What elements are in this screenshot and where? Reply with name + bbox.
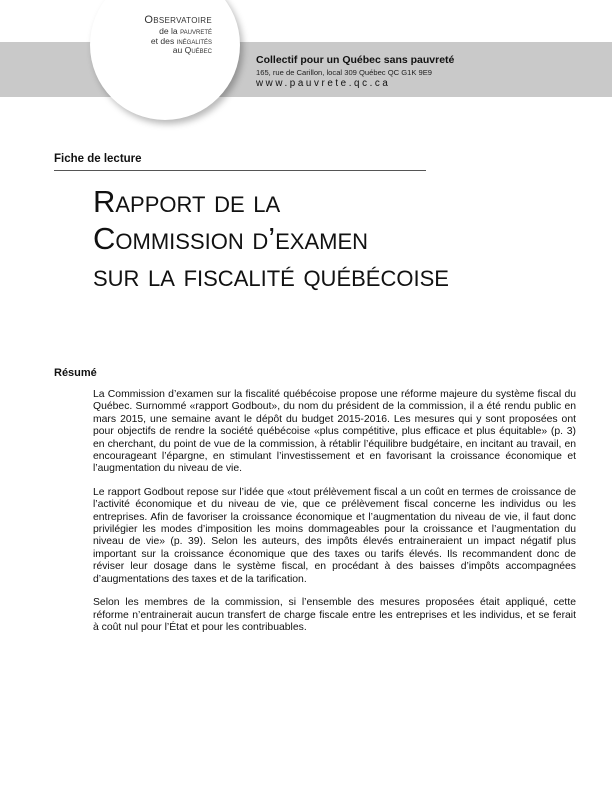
title-line-3: sur la fiscalité québécoise xyxy=(93,258,449,293)
org-website[interactable]: www.pauvrete.qc.ca xyxy=(256,78,391,89)
title-line-1: Rapport de la xyxy=(93,184,281,219)
paragraph-1: La Commission d’examen sur la fiscalité québécoise propose une réforme majeure du système fiscal du Québec. Surnommé «rapport Godbout», du nom du président de la commission, il a été rendu public en mars 2015, une semaine avant le dépôt du budget 2015-2016. Les mesures qui y sont proposées ont pour objectifs de rendre la société québécoise «plus compétitive, plus efficace et plus équitable» (p. 3) en cherchant, du point de vue de la commission, à rétablir l’équilibre budgétaire, en incitant au travail, en encourageant l’épargne, en stimulant l’investissement et en favorisant la croissance économique et l’augmentation du niveau de vie. xyxy=(93,389,576,475)
org-info xyxy=(256,54,596,89)
logo-line-2-prefix: de la xyxy=(159,25,181,36)
logo-line-3-prefix: et des xyxy=(150,35,177,46)
logo-line-4-prefix: au xyxy=(172,45,185,56)
logo-line-4-word: Québec xyxy=(184,45,212,56)
logo-line-1: Observatoire xyxy=(144,14,212,26)
section-label: Résumé xyxy=(54,367,97,379)
org-address: 165, rue de Carillon, local 309 Québec QC G1K 9E9 xyxy=(256,68,433,77)
title-line-2: Commission d’examen xyxy=(93,221,369,256)
logo-line-3-word: inégalités xyxy=(176,35,212,46)
summary-body xyxy=(93,389,576,645)
observatoire-logo xyxy=(100,14,212,56)
org-name: Collectif pour un Québec sans pauvreté xyxy=(256,54,455,66)
paragraph-2: Le rapport Godbout repose sur l’idée que «tout prélèvement fiscal a un coût en termes de croissance de l’activité économique et du niveau de vie, que ce prélèvement fiscal concerne les individus ou les entreprises. Afin de favoriser la croissance économique et l’augmentation du niveau de vie, il faut donc privilégier les modes d’imposition les moins dommageables pour la croissance et l’augmentation du niveau de vie» (p. 39). Selon les auteurs, des impôts élevés entraineraient un impact négatif plus important sur la croissance économique que des taxes ou tarifs élevés. Ils recommandent donc de réviser leur dosage dans le système fiscal, en procédant à des baisses d’impôts accompagnées d’augmentations des taxes et de la tarification. xyxy=(93,486,576,585)
logo-line-2-word: pauvreté xyxy=(180,25,212,36)
doc-title xyxy=(93,183,563,294)
paragraph-3: Selon les membres de la commission, si l’ensemble des mesures proposées était appliqué, cette réforme n’entrainerait aucun transfert de charge fiscale entre les entreprises et les individus, et se ferait à coût nul pour l’État et pour les contribuables. xyxy=(93,597,576,633)
doc-kicker: Fiche de lecture xyxy=(54,153,426,171)
logo-line-4 xyxy=(100,46,212,56)
